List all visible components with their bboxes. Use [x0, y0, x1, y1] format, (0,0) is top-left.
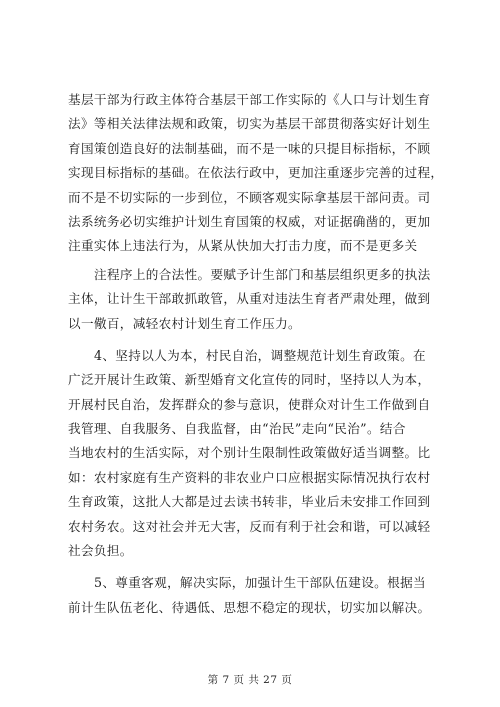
- text-line: 主体，让计生干部敢抓敢管，从重对违法生育者严肃处理，做到: [68, 291, 431, 307]
- text-line: 我管理、自我服务、自我监督，由“治民”走向“民治”。结合: [68, 421, 406, 437]
- text-line: 基层干部为行政主体符合基层干部工作实际的《人口与计划生育: [68, 92, 431, 107]
- text-line: 以一儆百，减轻农村计划生育工作压力。: [68, 315, 301, 331]
- text-line: 广泛开展计生政策、新型婚育文化宣传的同时，坚持以人为本，: [68, 372, 431, 388]
- document-body: [68, 88, 444, 620]
- text-line: 社会负担。: [68, 543, 133, 559]
- text-line: 前计生队伍老化、待遇低、思想不稳定的现状，切实加以解决。: [68, 599, 431, 615]
- text-line: 农村务农。这对社会并无大害，反而有利于社会和谐，可以减轻: [68, 518, 431, 534]
- text-line: 法》等相关法律法规和政策，切实为基层干部贯彻落实好计划生: [68, 116, 431, 132]
- paragraph-heading-5: 5、尊重客观，解决实际，加强计生干部队伍建设。根据当: [94, 575, 426, 591]
- text-line: 法系统务必切实维护计划生育国策的权威，对证据确凿的，更加: [68, 213, 431, 229]
- text-line: 注重实体上违法行为，从紧从快加大打击力度，而不是更多关: [68, 238, 418, 254]
- page-footer: 第 7 页 共 27 页: [207, 674, 293, 686]
- paragraph-heading-4: 4、坚持以人为本，村民自治，调整规范计划生育政策。在: [94, 347, 426, 363]
- text-line: 如：农村家庭有生产资料的非农业户口应根据实际情况执行农村: [68, 469, 431, 485]
- text-line: 育国策创造良好的法制基础，而不是一味的只提目标指标，不顾: [68, 140, 431, 156]
- text-line: 开展村民自治，发挥群众的参与意识，使群众对计生工作做到自: [68, 396, 431, 412]
- text-line: 生育政策，这批人大都是过去读书转非，毕业后未安排工作回到: [68, 494, 431, 510]
- text-line: 实现目标指标的基础。在依法行政中，更加注重逐步完善的过程，: [68, 165, 444, 181]
- text-line: 当地农村的生活实际，对个别计生限制性政策做好适当调整。比: [68, 445, 431, 461]
- text-line: 注程序上的合法性。要赋予计生部门和基层组织更多的执法: [94, 266, 431, 282]
- text-line: 而不是不切实际的一步到位，不顾客观实际拿基层干部问责。司: [68, 189, 431, 205]
